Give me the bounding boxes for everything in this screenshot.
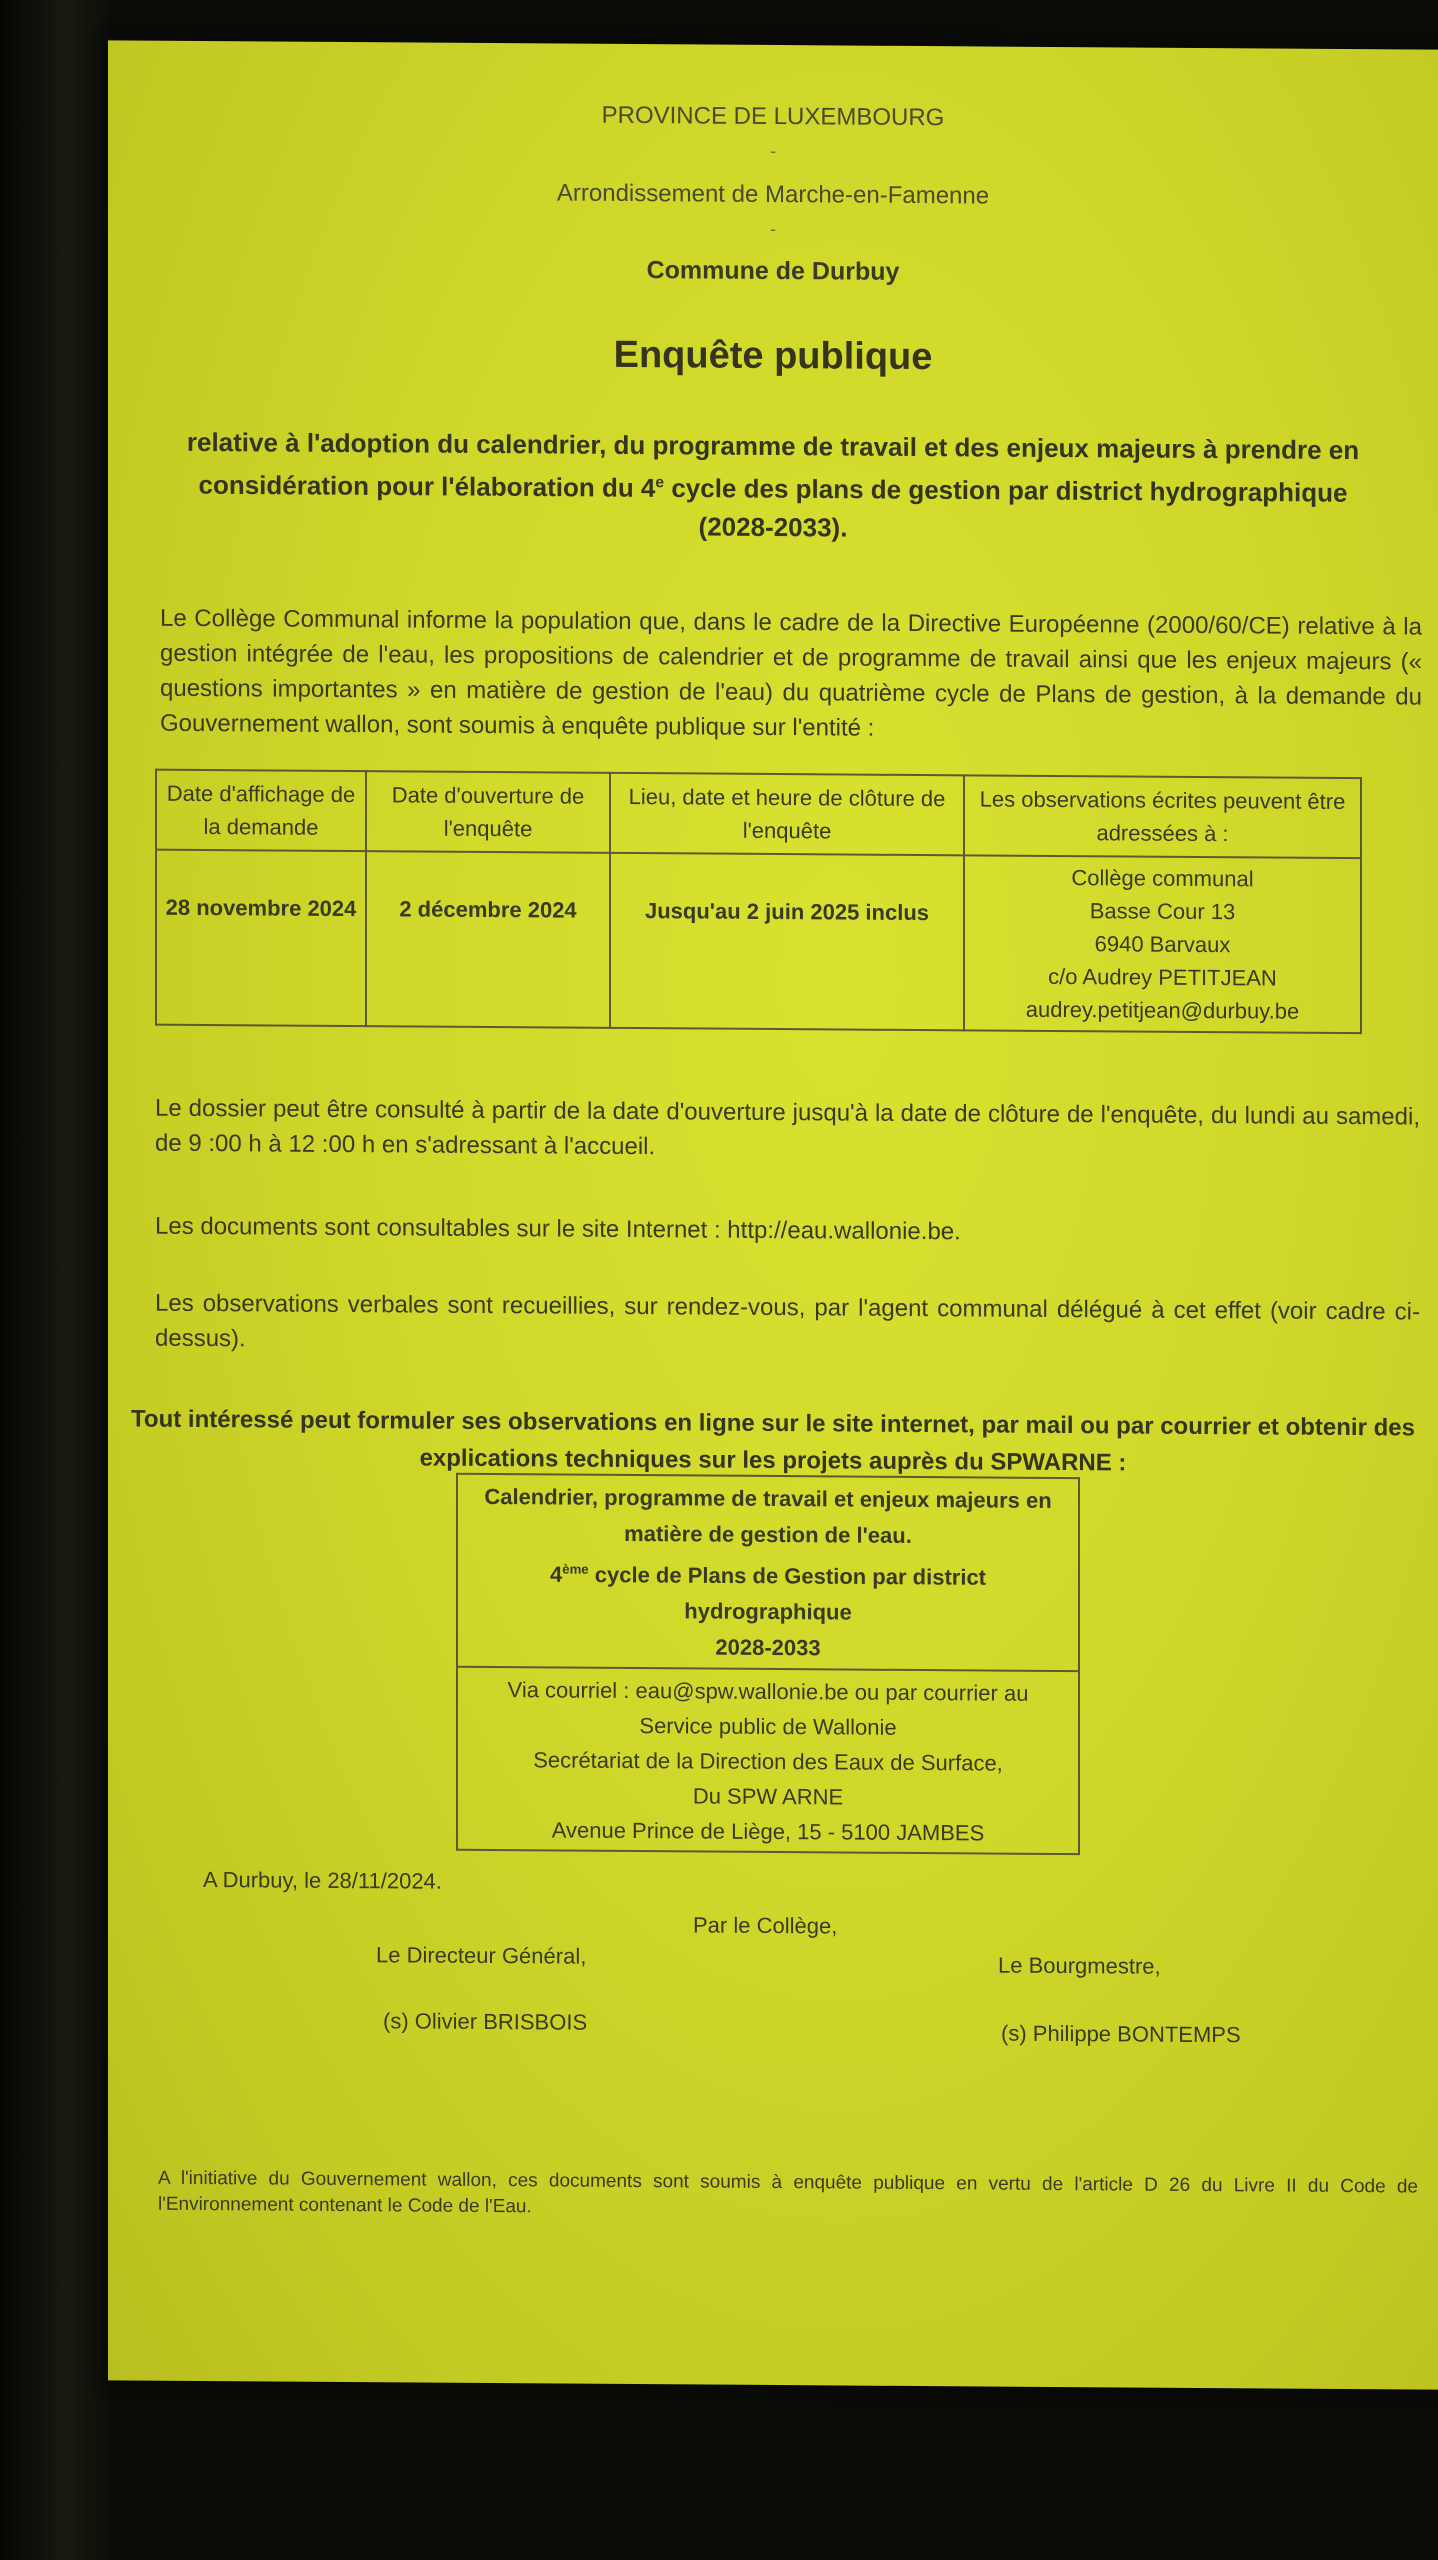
date-ouverture: 2 décembre 2024 <box>366 851 610 1028</box>
notice-line: explications techniques sur les projets auprès du SPWARNE : <box>419 1444 1127 1477</box>
inquiry-dates-table <box>155 769 1362 1034</box>
bold-notice <box>108 1400 1438 1483</box>
contact-line: Avenue Prince de Liège, 15 - 5100 JAMBES <box>551 1817 985 1846</box>
intro-paragraph: Le Collège Communal informe la population que, dans le cadre de la Directive Européenne (2000/60/CE) relative à la gestion intégrée de l'eau, les propositions de calendrier et de programme de travail ainsi que les enjeux majeurs (« questions importantes » en matière de gestion de l'eau) du quatrième cycle de Plans de gestion, à la demande du Gouvernement wallon, sont soumis à enquête publique sur l'entité : <box>160 604 1422 742</box>
subtitle-line: (2028-2033). <box>698 511 848 543</box>
background-frame <box>0 0 110 2560</box>
date-cloture: Jusqu'au 2 juin 2025 inclus <box>610 853 964 1030</box>
box-title-line: matière de gestion de l'eau. <box>624 1520 912 1548</box>
box-title-line: Calendrier, programme de travail et enjeux majeurs en <box>484 1483 1052 1513</box>
contact-line: Secrétariat de la Direction des Eaux de Surface, <box>533 1747 1003 1776</box>
table-header-cell: Lieu, date et heure de clôture de l'enquête <box>610 773 964 855</box>
address-line: c/o Audrey PETITJEAN <box>1048 963 1277 991</box>
notice-line: Tout intéressé peut formuler ses observations en ligne sur le site internet, par mail ou par courrier et obtenir des <box>131 1405 1415 1442</box>
address-line: Basse Cour 13 <box>1089 898 1236 925</box>
subtitle-line: considération pour l'élaboration du 4e cycle des plans de gestion par district hydrographique <box>198 469 1348 508</box>
bourgmestre-title: Le Bourgmestre, <box>998 1952 1161 1979</box>
subtitle-line: relative à l'adoption du calendrier, du programme de travail et des enjeux majeurs à prendre en <box>186 426 1360 466</box>
directeur-name: (s) Olivier BRISBOIS <box>383 2008 588 2035</box>
dossier-paragraph: Le dossier peut être consulté à partir de la date d'ouverture jusqu'à la date de clôture de l'enquête, du lundi au samedi, de 9 :00 h à 12 :00 h en s'adressant à l'accueil. <box>155 1094 1420 1161</box>
email-link[interactable]: audrey.petitjean@durbuy.be <box>1025 996 1300 1024</box>
spw-contact-box <box>456 1473 1080 1856</box>
contact-line: Du SPW ARNE <box>692 1783 844 1810</box>
separator-dash: - <box>770 218 776 240</box>
contact-line: Via courriel : eau@spw.wallonie.be ou par courrier au <box>507 1677 1029 1707</box>
legal-footnote: A l'initiative du Gouvernement wallon, ces documents sont soumis à enquête publique en vertu de l'article D 26 du Livre II du Code de l'Environnement contenant le Code de l'Eau. <box>158 2167 1418 2218</box>
commune-heading: Commune de Durbuy <box>646 256 900 286</box>
contact-line: Service public de Wallonie <box>639 1713 897 1741</box>
notice-sheet <box>108 40 1438 2389</box>
directeur-title: Le Directeur Général, <box>376 1942 587 1969</box>
box-contact <box>458 1668 1078 1853</box>
table-header-cell: Date d'affichage de la demande <box>156 770 366 851</box>
province-heading: PROVINCE DE LUXEMBOURG <box>601 101 945 132</box>
table-header-cell: Les observations écrites peuvent être adressées à : <box>964 775 1361 858</box>
box-title-line: 2028-2033 <box>715 1634 821 1661</box>
arrondissement-heading: Arrondissement de Marche-en-Famenne <box>556 179 990 210</box>
separator-dash: - <box>770 140 776 162</box>
address-cell <box>964 855 1361 1033</box>
table-row <box>156 850 1361 1033</box>
par-college: Par le Collège, <box>693 1912 838 1939</box>
address-line: 6940 Barvaux <box>1094 931 1231 958</box>
table-header-cell: Date d'ouverture de l'enquête <box>366 771 610 853</box>
date-affichage: 28 novembre 2024 <box>156 850 366 1026</box>
verbal-observations-paragraph: Les observations verbales sont recueillies, sur rendez-vous, par l'agent communal délégué à cet effet (voir cadre ci-dessus). <box>155 1289 1420 1353</box>
address-line: Collège communal <box>1071 865 1254 892</box>
box-title-line: 4ème cycle de Plans de Gestion par district hydrographique <box>549 1561 987 1625</box>
page-title: Enquête publique <box>613 333 933 379</box>
bourgmestre-name: (s) Philippe BONTEMPS <box>1001 2020 1241 2048</box>
box-title <box>458 1475 1078 1673</box>
subtitle <box>108 422 1438 550</box>
documents-paragraph: Les documents sont consultables sur le site Internet : http://eau.wallonie.be. <box>155 1212 961 1246</box>
place-date: A Durbuy, le 28/11/2024. <box>203 1867 442 1894</box>
table-header-row <box>156 770 1361 858</box>
